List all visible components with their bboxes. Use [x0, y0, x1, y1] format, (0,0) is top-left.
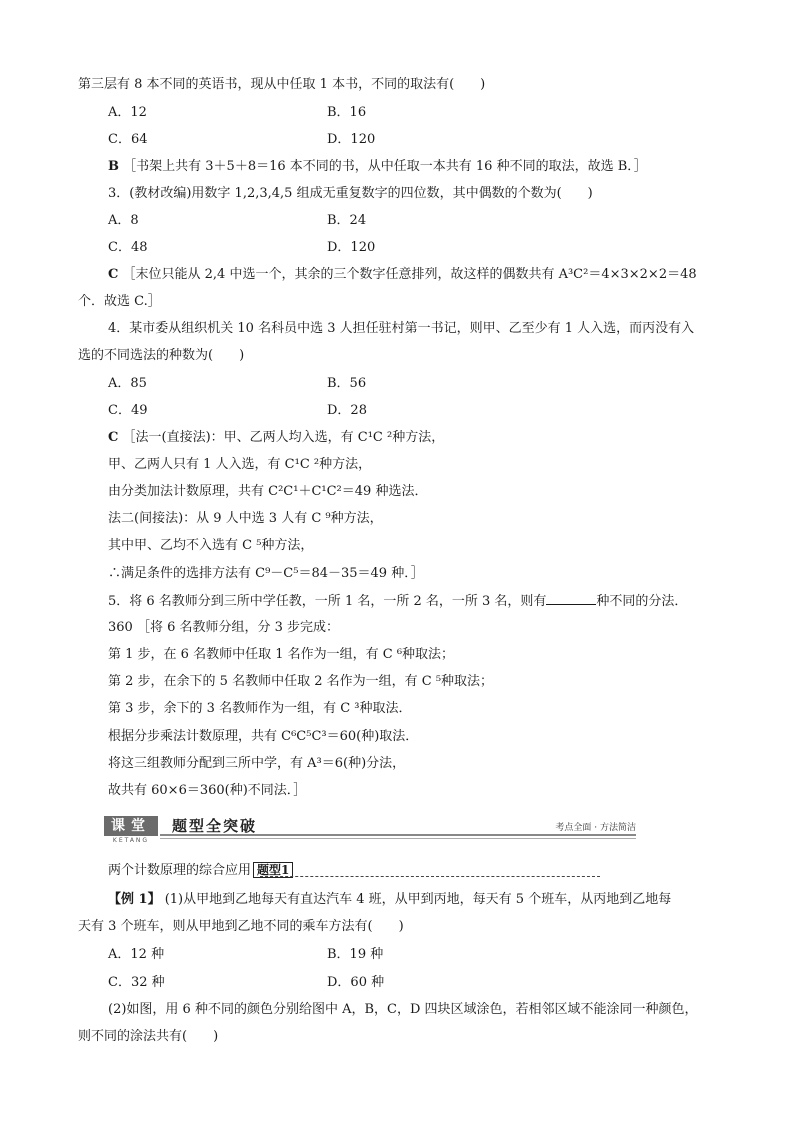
ex1-part1-text: (1)从甲地到乙地每天有直达汽车 4 班，从甲到丙地，每天有 5 个班车，从丙地到乙地每	[164, 892, 672, 907]
q4-option-b: B．56	[327, 376, 367, 391]
ex1-part1	[108, 891, 671, 909]
q4-answer-line1: ［法一(直接法)：甲、乙两人均入选，有 C¹C ²种方法，	[122, 430, 445, 445]
q5-answer-line1: ［将 6 名教师分组，分 3 步完成：	[136, 620, 340, 635]
q5-answer-line7: 故共有 60×6＝360(种)不同法．］	[108, 783, 307, 798]
section-banner	[104, 816, 636, 846]
q3-answer	[108, 266, 697, 284]
q4-option-a: A．85	[108, 376, 147, 391]
q4-answer-letter: C	[108, 430, 119, 445]
q3-answer-cont: 个．故选 C.］	[78, 294, 161, 309]
q4-stem: 4．某市委从组织机关 10 名科员中选 3 人担任驻村第一书记，则甲、乙至少有 1 人入选，而丙没有入	[108, 321, 695, 336]
q5-answer	[108, 619, 339, 637]
ex1-label: 【例 1】	[108, 892, 161, 907]
ex1-part2: (2)如图，用 6 种不同的颜色分别给图中 A，B，C，D 四块区域涂色，若相邻区域不能涂同一种颜色，	[108, 1002, 698, 1017]
q2-option-d: D．120	[327, 132, 376, 147]
q4-answer	[108, 429, 444, 447]
q3-option-c: C．48	[108, 240, 148, 255]
q4-answer-line5: 其中甲、乙均不入选有 C ⁵种方法，	[108, 538, 314, 553]
q4-answer-line2: 甲、乙两人只有 1 人入选，有 C¹C ²种方法，	[108, 457, 372, 472]
q5-answer-value: 360	[108, 620, 133, 635]
q3-stem: 3．(教材改编)用数字 1,2,3,4,5 组成无重复数字的四位数，其中偶数的个数为( )	[108, 186, 593, 201]
q2-option-a: A．12	[108, 105, 147, 120]
ex1-option-b: B．19 种	[327, 947, 384, 962]
section-heading-text: 两个计数原理的综合应用	[108, 863, 252, 878]
q3-answer-letter: C	[108, 267, 119, 282]
q2-answer-letter: B	[108, 159, 119, 174]
banner-rule-thin	[160, 838, 636, 839]
type-label: 题型1	[253, 862, 293, 878]
q3-option-b: B．24	[327, 213, 367, 228]
ex1-part1-cont: 天有 3 个班车，则从甲地到乙地不同的乘车方法有( )	[78, 919, 404, 934]
q4-answer-line4: 法二(间接法)：从 9 人中选 3 人有 C ⁹种方法，	[108, 511, 383, 526]
ex1-option-d: D．60 种	[327, 975, 385, 990]
q4-option-d: D．28	[327, 403, 367, 418]
q5-answer-line6: 将这三组教师分配到三所中学，有 A³＝6(种)分法，	[108, 756, 406, 771]
q3-option-d: D．120	[327, 240, 376, 255]
q5-answer-line5: 根据分步乘法计数原理，共有 C⁶C⁵C³＝60(种)取法．	[108, 729, 419, 744]
q2-option-b: B．16	[327, 105, 367, 120]
q2-stem: 第三层有 8 本不同的英语书，现从中任取 1 本书，不同的取法有( )	[78, 77, 486, 92]
section-heading	[108, 862, 293, 880]
q5-stem-b: 种不同的分法．	[596, 594, 688, 609]
q2-answer-text: ［书架上共有 3＋5＋8＝16 本不同的书，从中任取一本共有 16 种不同的取法，故选 B．］	[123, 159, 647, 174]
q5-stem-a: 5．将 6 名教师分到三所中学任教，一所 1 名，一所 2 名，一所 3 名，则有	[108, 594, 547, 609]
q2-option-c: C．64	[108, 132, 148, 147]
q3-option-a: A．8	[108, 213, 139, 228]
q3-answer-text: ［末位只能从 2,4 中选一个，其余的三个数字任意排列，故这样的偶数共有 A³C²＝4×3×2×2＝48	[122, 267, 697, 282]
q4-option-c: C．49	[108, 403, 148, 418]
q5-answer-line4: 第 3 步，余下的 3 名教师作为一组，有 C ³种取法．	[108, 701, 412, 716]
q5-answer-blank	[546, 592, 596, 605]
q5-stem	[108, 592, 687, 611]
q5-answer-line2: 第 1 步，在 6 名教师中任取 1 名作为一组，有 C ⁶种取法；	[108, 647, 455, 662]
banner-badge: 课堂	[104, 816, 158, 836]
ex1-part2-cont: 则不同的涂法共有( )	[78, 1029, 219, 1044]
q5-answer-line3: 第 2 步，在余下的 5 名教师中任取 2 名作为一组，有 C ⁵种取法；	[108, 674, 494, 689]
q4-stem-cont: 选的不同选法的种数为( )	[78, 348, 245, 363]
banner-title: 题型全突破	[172, 817, 258, 835]
q4-answer-line3: 由分类加法计数原理，共有 C²C¹＋C¹C²＝49 种选法．	[108, 484, 428, 499]
banner-tagline: 考点全面 · 方法简洁	[555, 823, 636, 833]
q4-answer-line6: ∴满足条件的选排方法有 C⁹－C⁵＝84－35＝49 种．］	[108, 566, 424, 581]
ex1-option-a: A．12 种	[108, 947, 165, 962]
banner-badge-sub: KETANG	[112, 837, 150, 844]
section-divider	[260, 876, 600, 877]
ex1-option-c: C．32 种	[108, 975, 165, 990]
q2-answer	[108, 158, 647, 176]
